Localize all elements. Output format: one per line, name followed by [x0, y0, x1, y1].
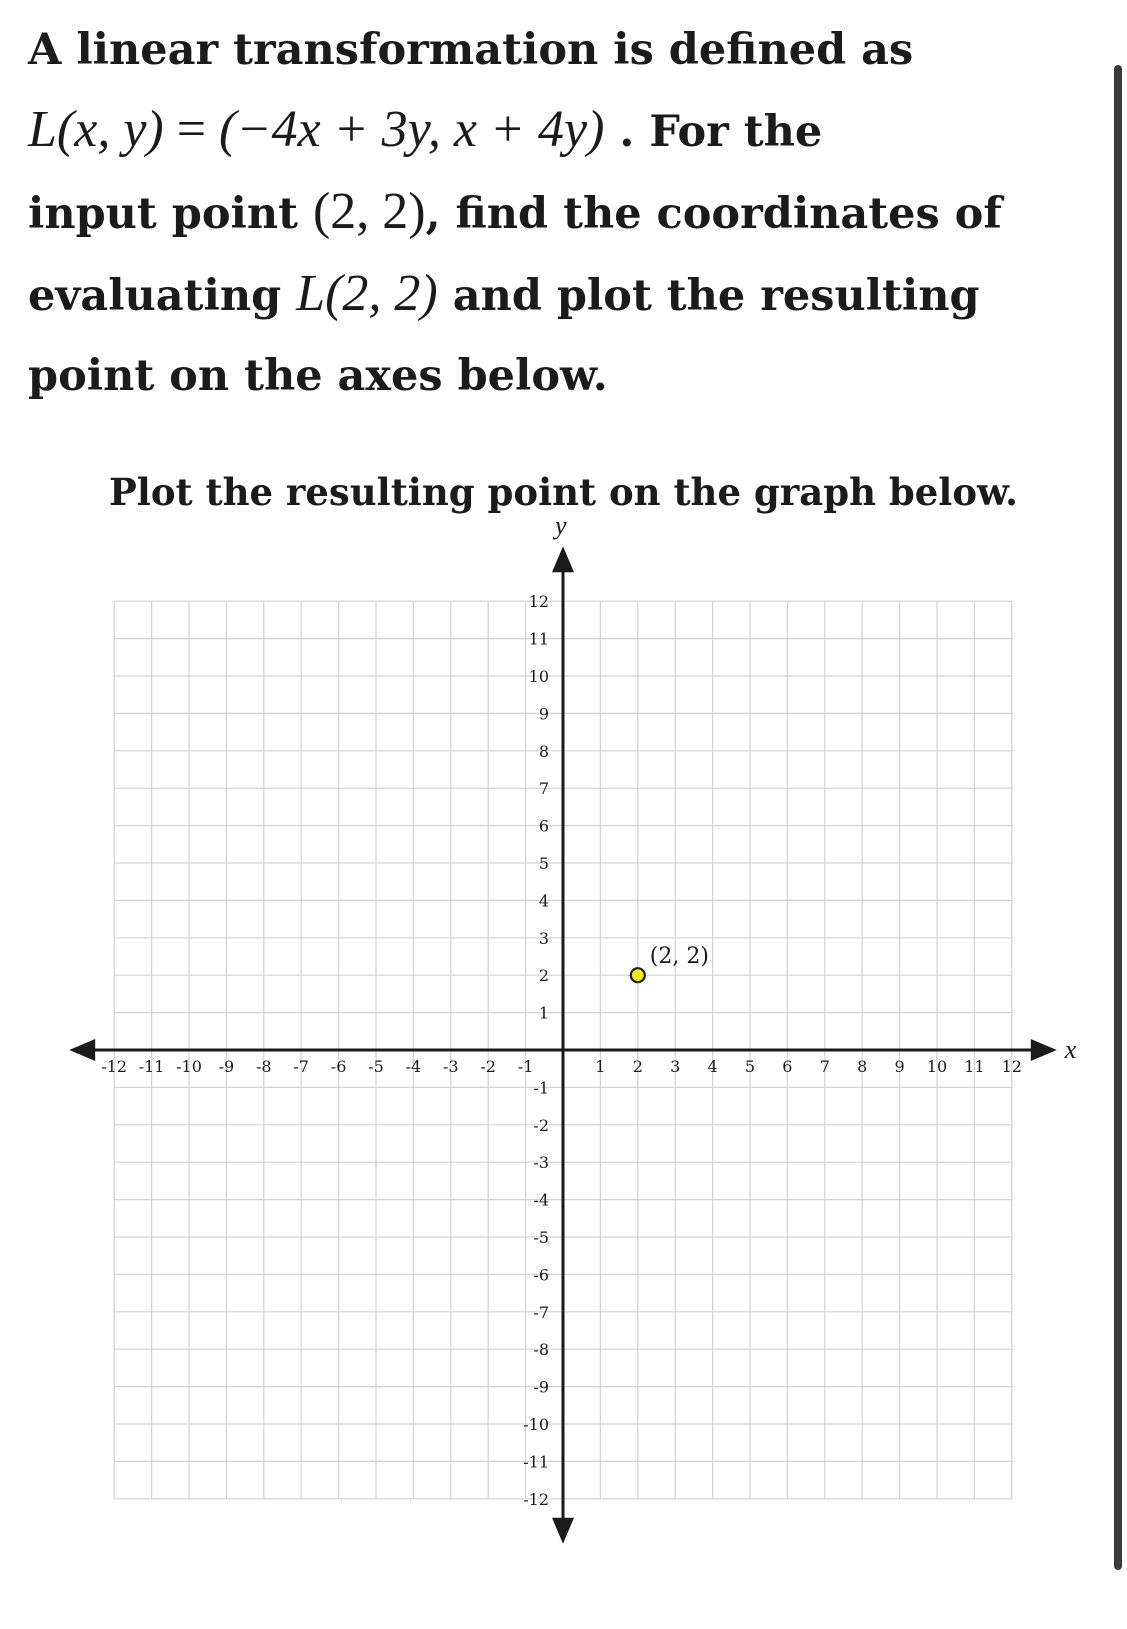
x-tick-label: 5: [744, 1057, 756, 1076]
point-label: (2, 2): [649, 944, 709, 970]
y-tick-label: 8: [538, 741, 549, 761]
plot-instruction: Plot the resulting point on the graph below.: [108, 470, 1019, 514]
y-tick-label: 6: [538, 816, 549, 836]
x-tick-label: -2: [480, 1057, 496, 1076]
problem-line-1: A linear transformation is defined as: [28, 25, 914, 75]
y-tick-label: 1: [538, 1003, 549, 1023]
y-tick-label: 7: [538, 779, 549, 799]
x-tick-label: 6: [782, 1057, 793, 1076]
x-tick-label: -5: [368, 1057, 384, 1076]
y-tick-label: 5: [538, 854, 549, 873]
input-point-prefix: input point: [28, 189, 313, 239]
function-rhs: (−4x + 3y, x + 4y): [219, 101, 605, 158]
y-tick-label: -8: [533, 1340, 549, 1360]
y-tick-label: -7: [533, 1302, 549, 1322]
y-axis-up-arrow: [552, 546, 574, 572]
x-tick-label: -4: [405, 1057, 422, 1076]
problem-text-for-the: . For the: [604, 107, 823, 157]
axes: [69, 546, 1057, 1544]
y-tick-label: -12: [523, 1489, 549, 1509]
x-tick-label: -10: [176, 1057, 202, 1076]
x-tick-label: -7: [293, 1057, 309, 1076]
x-tick-label: -8: [256, 1057, 272, 1076]
y-tick-label: 12: [528, 592, 549, 612]
x-tick-label: -6: [330, 1057, 347, 1076]
function-lhs: L(x, y): [28, 101, 164, 158]
y-tick-label: -1: [533, 1078, 549, 1098]
y-axis-down-arrow: [552, 1518, 574, 1544]
input-point-suffix: , find the coordinates of: [425, 189, 1002, 239]
x-tick-label: -1: [517, 1057, 534, 1076]
plotted-points[interactable]: [631, 944, 709, 982]
x-tick-label: 4: [707, 1057, 718, 1076]
problem-line-5: point on the axes below.: [28, 351, 608, 401]
x-axis-left-arrow: [69, 1039, 95, 1061]
x-tick-label: -11: [138, 1057, 165, 1076]
equals-sign: =: [163, 101, 220, 158]
y-tick-label: -3: [533, 1153, 549, 1173]
y-tick-label: 4: [538, 891, 549, 911]
y-tick-label: -10: [523, 1415, 549, 1434]
y-axis-label: y: [555, 511, 567, 541]
y-tick-label: 10: [528, 667, 549, 686]
evaluating-prefix: evaluating: [28, 271, 297, 321]
x-tick-label: 11: [964, 1057, 985, 1076]
x-tick-label: 1: [595, 1057, 606, 1076]
x-axis-label: x: [1064, 1035, 1077, 1064]
x-tick-label: -12: [101, 1057, 128, 1076]
x-tick-label: 7: [819, 1057, 830, 1076]
x-tick-label: 9: [894, 1057, 905, 1076]
y-tick-label: 11: [528, 629, 549, 649]
evaluating-suffix: and plot the resulting: [437, 271, 980, 321]
y-tick-label: -9: [533, 1377, 549, 1397]
y-tick-label: -6: [533, 1265, 549, 1285]
y-tick-label: -5: [533, 1228, 549, 1247]
plotted-point[interactable]: [631, 968, 645, 982]
input-point-math: (2, 2): [312, 183, 426, 240]
y-tick-label: -11: [523, 1452, 549, 1472]
scrollbar[interactable]: [1114, 65, 1122, 1570]
y-tick-label: -2: [533, 1115, 549, 1135]
x-tick-label: -3: [443, 1057, 459, 1076]
x-tick-label: 12: [1001, 1057, 1022, 1076]
x-tick-label: -9: [218, 1057, 235, 1076]
x-tick-label: 3: [670, 1057, 681, 1076]
y-tick-label: -4: [533, 1190, 549, 1210]
x-tick-label: 10: [926, 1057, 948, 1076]
x-tick-label: 2: [632, 1057, 643, 1076]
y-tick-label: 3: [538, 928, 549, 948]
x-axis-right-arrow: [1031, 1039, 1057, 1061]
evaluation-math: L(2, 2): [296, 265, 438, 322]
y-tick-label: 9: [538, 704, 549, 724]
y-tick-label: 2: [538, 966, 549, 986]
x-tick-label: 8: [857, 1057, 868, 1076]
